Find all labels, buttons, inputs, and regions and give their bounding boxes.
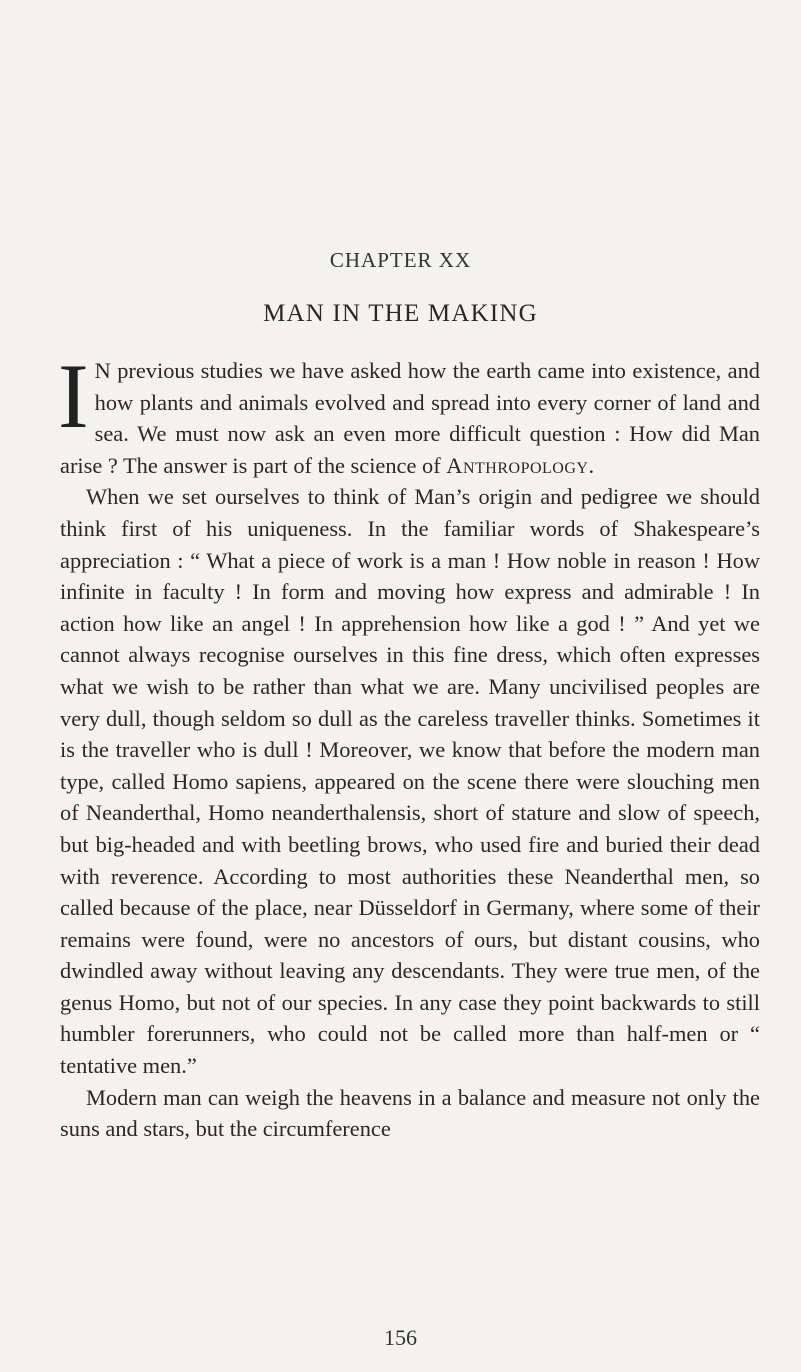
page-number: 156	[384, 1325, 417, 1350]
drop-cap: I	[58, 345, 89, 447]
chapter-number: CHAPTER XX	[329, 248, 472, 272]
paragraph-1	[58, 345, 760, 481]
paragraph-1-text: N previous studies we have asked how the earth came into existence, and how plants and animals evolved and spread into every corner of land and sea. We must now ask an even more difficult question : How did Man arise ? The answer is part of the science of	[60, 358, 760, 478]
paragraph-2: When we set ourselves to think of Man’s origin and pedigree we should think first of his uniqueness. In the familiar words of Shakespeare’s appreciation : “ What a piece of work is a man ! How noble in reason ! How infinite in faculty ! In form and moving how express and admirable ! In action how like an angel ! In apprehension how like a god ! ” And yet we cannot always recognise ourselves in this fine dress, which often expresses what we wish to be rather than what we are. Many uncivilised peoples are very dull, though seldom so dull as the careless traveller thinks. Sometimes it is the traveller who is dull ! Moreover, we know that before the modern man type, called Homo sapiens, appeared on the scene there were slouching men of Neanderthal, Homo neanderthalensis, short of stature and slow of speech, but big-headed and with beetling brows, who used fire and buried their dead with reverence. According to most authorities these Neanderthal men, so called because of the place, near Düsseldorf in Germany, where some of their remains were found, were no ancestors of ours, but distant cousins, who dwindled away without leaving any descendants. They were true men, of the genus Homo, but not of our species. In any case they point backwards to still humbler forerunners, who could not be called more than half-men or “ tentative men.”	[60, 484, 760, 1079]
anthropology-term: Anthropology	[446, 452, 589, 478]
paragraph-3: Modern man can weigh the heavens in a balance and measure not only the suns and stars, but the circumference	[60, 1084, 760, 1142]
chapter-title: MAN IN THE MAKING	[263, 300, 538, 327]
paragraph-1-end: .	[588, 452, 595, 478]
body-text	[58, 345, 760, 1145]
